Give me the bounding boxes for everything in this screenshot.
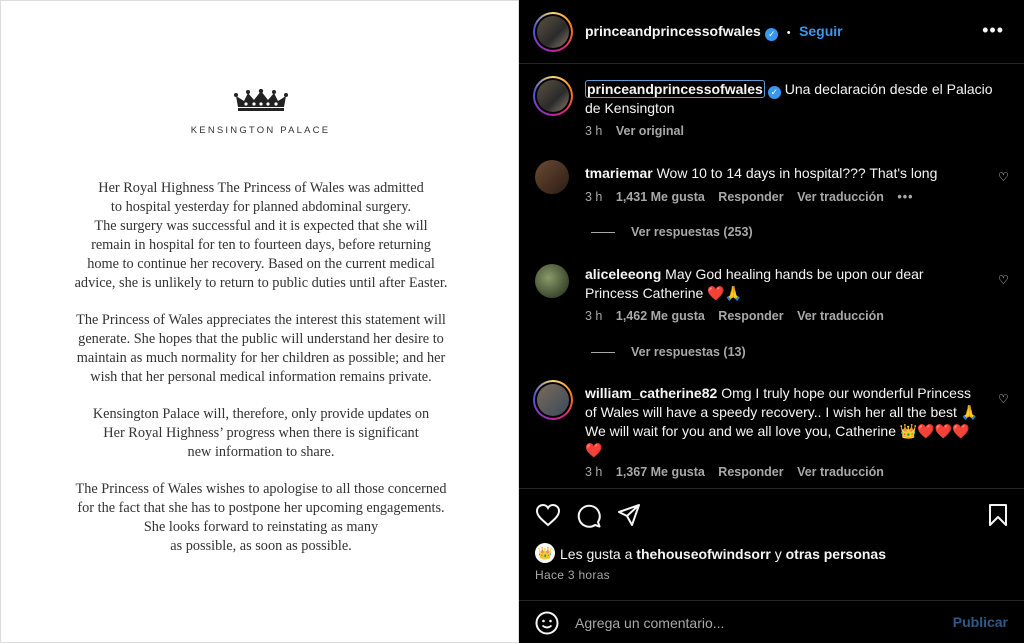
emoji-icon[interactable]	[535, 611, 559, 635]
comment-input[interactable]	[575, 612, 935, 634]
heart-icon[interactable]: ♡	[998, 273, 1009, 287]
comment-username[interactable]: tmariemar	[585, 165, 653, 181]
caption-text: Una declaración desde el Palacio de Kensington	[585, 81, 993, 116]
comment-meta	[585, 190, 914, 204]
posted-time: Hace 3 horas	[535, 568, 610, 582]
view-replies-button[interactable]	[591, 345, 746, 359]
view-replies-label: Ver respuestas (253)	[631, 225, 753, 239]
comment-likes[interactable]: 1,367 Me gusta	[615, 465, 705, 479]
replies-line	[591, 232, 615, 233]
caption-username[interactable]: princeandprincessofwales	[587, 81, 763, 97]
comment-text: May God healing hands be upon our dear Princess Catherine ❤️🙏	[585, 266, 924, 301]
comment-likes[interactable]: 1,431 Me gusta	[615, 190, 705, 204]
comment-meta	[585, 309, 884, 323]
verified-icon: ✓	[768, 86, 781, 99]
liker-username[interactable]: thehouseofwindsorr	[636, 546, 771, 562]
post-panel	[519, 0, 1024, 643]
caption-time: 3 h	[585, 124, 603, 138]
author-avatar[interactable]	[533, 12, 573, 52]
comment-avatar[interactable]	[533, 380, 573, 420]
translate-button[interactable]: Ver traducción	[797, 309, 884, 323]
view-replies-label: Ver respuestas (13)	[631, 345, 746, 359]
follow-button[interactable]: Seguir	[799, 23, 843, 39]
caption	[585, 80, 1005, 118]
reply-button[interactable]: Responder	[718, 309, 784, 323]
like-heart-icon[interactable]	[535, 503, 561, 527]
comment-username[interactable]: william_catherine82	[585, 385, 718, 401]
comment-text: Wow 10 to 14 days in hospital??? That's long	[656, 165, 938, 181]
reply-button[interactable]: Responder	[718, 465, 784, 479]
comment-time: 3 h	[585, 465, 603, 479]
comment-username[interactable]: aliceleeong	[585, 266, 662, 282]
statement-paragraph-4: The Princess of Wales wishes to apologise to all those concerned for the fact that she has to postpone her upcoming engagements. She looks forward to reinstating as many as possible, as soon as possible.	[75, 481, 447, 554]
statement-paragraph-3: Kensington Palace will, therefore, only provide updates on Her Royal Highness’ progress when there is significant new information to share.	[92, 406, 430, 460]
comment-meta	[585, 465, 884, 479]
comment-bubble-icon[interactable]	[576, 503, 602, 529]
replies-line	[591, 352, 615, 353]
other-likers-link[interactable]: otras personas	[785, 546, 886, 562]
likes-prefix: Les gusta a	[560, 546, 633, 562]
publish-button[interactable]: Publicar	[952, 614, 1008, 630]
comment-time: 3 h	[585, 190, 603, 204]
translate-button[interactable]: Ver traducción	[797, 190, 884, 204]
verified-icon: ✓	[765, 28, 778, 41]
see-original-button[interactable]: Ver original	[615, 124, 684, 138]
crown-logo	[234, 89, 288, 113]
palace-name: KENSINGTON PALACE	[190, 125, 331, 136]
caption-avatar[interactable]	[533, 76, 573, 116]
comment	[585, 164, 985, 183]
heart-icon[interactable]: ♡	[998, 170, 1009, 184]
comment	[585, 265, 965, 303]
likes-connector: y	[774, 546, 782, 562]
separator-dot: •	[786, 27, 791, 39]
comment-input-bar	[519, 600, 1024, 643]
comment-likes[interactable]: 1,462 Me gusta	[615, 309, 705, 323]
bookmark-icon[interactable]	[988, 503, 1008, 527]
more-options-icon[interactable]: •••	[982, 20, 1004, 40]
comment-avatar[interactable]	[535, 264, 569, 298]
statement-paragraph-2: The Princess of Wales appreciates the interest this statement will generate. She hopes that the public will understand her desire to maintain as much normality for her children as possible; and her wish that her personal medical information remains private.	[76, 312, 446, 385]
comment-avatar[interactable]	[535, 160, 569, 194]
liker-avatar[interactable]: 👑	[535, 543, 555, 563]
post-header	[519, 0, 1024, 64]
share-icon[interactable]	[617, 503, 641, 527]
author-username[interactable]: princeandprincessofwales	[585, 23, 761, 39]
heart-icon[interactable]: ♡	[998, 392, 1009, 406]
comment-text: Omg I truly hope our wonderful Princess of Wales will have a speedy recovery.. I wish her all the best 🙏 We will wait for you and we all love you, Catherine 👑❤️❤️❤️❤️	[585, 385, 979, 458]
comment-more-icon[interactable]: •••	[897, 190, 914, 204]
view-replies-button[interactable]	[591, 225, 753, 239]
statement-text	[31, 179, 491, 574]
statement-paragraph-1: Her Royal Highness The Princess of Wales was admitted to hospital yesterday for planned abdominal surgery. The surgery was successful and it is expected that she will remain in hospital for ten to fourteen days, before returning home to continue her recovery. Based on the current medical advice, she is unlikely to return to public duties until after Easter.	[74, 180, 448, 291]
reply-button[interactable]: Responder	[718, 190, 784, 204]
comment	[585, 384, 985, 460]
likes-summary	[560, 546, 886, 562]
comment-time: 3 h	[585, 309, 603, 323]
translate-button[interactable]: Ver traducción	[797, 465, 884, 479]
caption-meta	[585, 124, 684, 138]
